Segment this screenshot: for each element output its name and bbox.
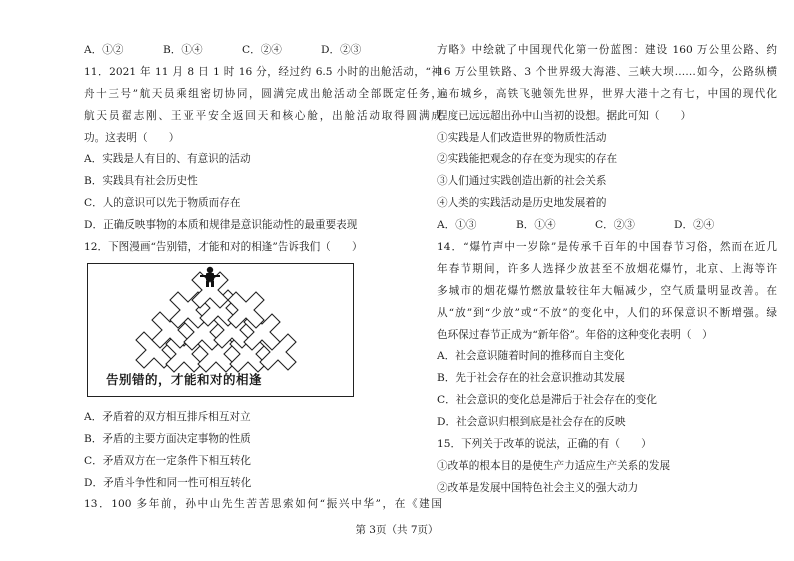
right-column: [437, 40, 777, 500]
q11-option-c[interactable]: C．人的意识可以先于物质而存在: [84, 197, 241, 210]
q14-stem-line: 多城市的烟花爆竹燃放量较往年大幅减少，空气质量明显改善。在: [437, 284, 777, 297]
q13-options: [437, 215, 777, 237]
question-13-continued: [437, 40, 777, 237]
q10-option-d[interactable]: D．②③: [321, 44, 362, 56]
q13-statement: ①实践是人们改造世界的物质性活动: [437, 131, 607, 144]
q13-option-b[interactable]: B．①④: [516, 219, 556, 232]
q14-option-a[interactable]: A．社会意识随着时间的推移而自主变化: [437, 350, 625, 363]
q14-stem-line: 14．“爆竹声中一岁除”是传承千百年的中国春节习俗，然而在近几: [437, 241, 777, 254]
q11-stem-line: 航天员翟志刚、王亚平安全返回天和核心舱，出舱活动取得圆满成: [84, 109, 442, 122]
left-column: [84, 40, 442, 516]
q10-option-b[interactable]: B．①④: [163, 44, 203, 56]
page-footer: 第 3页（共 7页）: [355, 524, 439, 536]
q13-statement: ③人们通过实践创造出新的社会关系: [437, 175, 607, 188]
question-11: [84, 62, 442, 237]
q13-statement: ④人类的实践活动是历史地发展着的: [437, 197, 607, 210]
q10-options: [84, 40, 442, 62]
q11-option-b[interactable]: B．实践具有社会历史性: [84, 175, 198, 188]
q10-option-a[interactable]: A．①②: [84, 44, 124, 56]
q13-stem-line: 程度已远远超出孙中山当初的设想。据此可知（ ）: [437, 109, 692, 122]
q15-statement: ①改革的根本目的是使生产力适应生产关系的发展: [437, 459, 671, 472]
cartoon-caption: 告别错的，才能和对的相逢: [106, 371, 263, 387]
q14-option-d[interactable]: D．社会意识归根到底是社会存在的反映: [437, 416, 626, 429]
q11-stem-line: 舟十三号”航天员乘组密切协同，圆满完成出舱活动全部既定任务，: [84, 87, 442, 100]
q12-stem: 12．下图漫画“告别错，才能和对的相逢”告诉我们（ ）: [84, 241, 363, 254]
q13-option-c[interactable]: C．②③: [595, 219, 635, 232]
q14-option-b[interactable]: B．先于社会存在的社会意识推动其发展: [437, 372, 625, 385]
question-15: [437, 434, 777, 500]
q12-option-c[interactable]: C．矛盾双方在一定条件下相互转化: [84, 454, 252, 467]
q13-statement: ②实践能把观念的存在变为现实的存在: [437, 153, 618, 166]
q14-stem-line: 从“放”到“少放”或“不放”的变化中，人们的环保意识不断增强。绿: [437, 306, 777, 319]
q11-option-a[interactable]: A．实践是人有目的、有意识的活动: [84, 153, 251, 166]
q11-stem-line: 功。这表明（ ）: [84, 131, 180, 144]
cartoon-figure: [87, 263, 354, 397]
q12-option-d[interactable]: D．矛盾斗争性和同一性可相互转化: [84, 476, 252, 489]
question-14: [437, 237, 777, 434]
q11-option-d[interactable]: D．正确反映事物的本质和规律是意识能动性的最重要表现: [84, 219, 358, 232]
q11-stem-line: 11．2021 年 11 月 8 日 1 时 16 分，经过约 6.5 小时的出舱活动，“神: [84, 65, 442, 78]
q13-option-a[interactable]: A．①③: [437, 219, 477, 232]
q14-stem-line: 色环保过春节正成为“新年俗”。年俗的这种变化表明（ ）: [437, 328, 713, 341]
q13-stem-start: 13．100 多年前，孙中山先生苦苦思索如何“振兴中华”，在《建国: [84, 498, 442, 511]
q12-option-a[interactable]: A．矛盾着的双方相互排斥相互对立: [84, 410, 251, 423]
q14-stem-line: 年春节期间，许多人选择少放甚至不放烟花爆竹，北京、上海等许: [437, 262, 777, 275]
q13-stem-line: 方略》中绘就了中国现代化第一份蓝图：建设 160 万公里公路、约: [437, 44, 777, 56]
question-12: [84, 237, 442, 494]
q15-statement: ②改革是发展中国特色社会主义的强大动力: [437, 481, 639, 494]
q14-option-c[interactable]: C．社会意识的变化总是滞后于社会存在的变化: [437, 394, 657, 407]
q13-option-d[interactable]: D．②④: [674, 219, 715, 232]
q13-stem-line: 16 万公里铁路、3 个世界级大海港、三峡大坝……如今，公路纵横: [437, 65, 777, 78]
q10-option-c[interactable]: C．②④: [242, 44, 282, 56]
q12-option-b[interactable]: B．矛盾的主要方面决定事物的性质: [84, 432, 251, 445]
q13-stem-line: 遍布城乡，高铁飞驰领先世界，世界大港十之有七，中国的现代化: [437, 87, 777, 100]
q15-stem: 15．下列关于改革的说法，正确的有（ ）: [437, 438, 652, 451]
